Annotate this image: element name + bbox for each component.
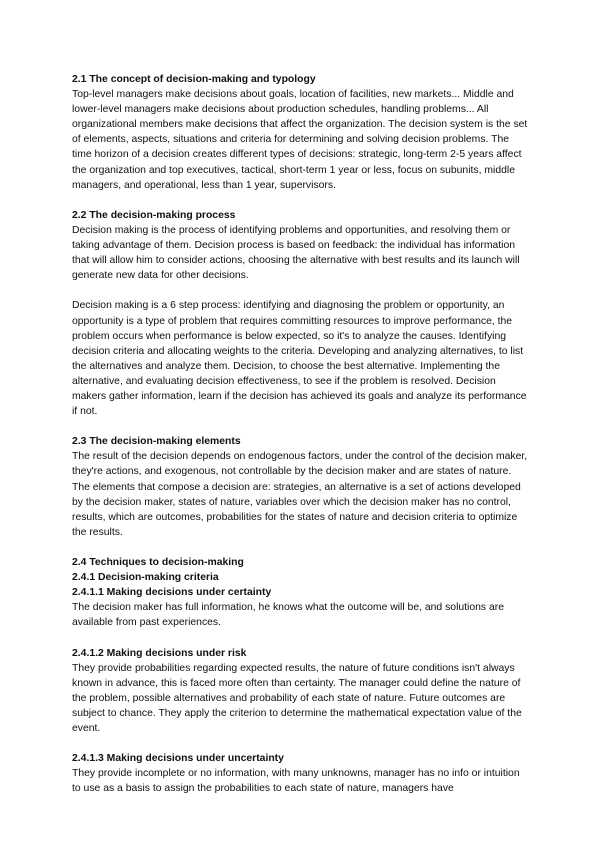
subsection-heading-2-4-1-1: 2.4.1.1 Making decisions under certainty xyxy=(72,587,272,599)
subsection-body-2-4-1-1: The decision maker has full information, he knows what the outcome will be, and solutions are available from past experiences. xyxy=(72,602,505,629)
subsection-body-2-4-1-2: They provide probabilities regarding expected results, the nature of future conditions isn't always known in advance, this is faced more often than certainty. The manager could define the nature of the problem, possible alternatives and probability of each state of nature. Future outcomes are subject to chance. They apply the criterion to determine the mathematical expectation value of the event. xyxy=(72,662,522,735)
section-heading-2-3: 2.3 The decision-making elements xyxy=(72,436,241,448)
section-body-2-3: The result of the decision depends on endogenous factors, under the control of the decision maker, they're actions, and exogenous, not controllable by the decision maker and are states of nature. The elements that compose a decision are: strategies, an alternative is a set of actions developed by the decision maker, states of nature, variables over which the decision maker has no control, results, which are outcomes, probabilities for the states of nature and decision criteria to optimize the results. xyxy=(72,451,528,538)
section-body-2-2-para-1: Decision making is the process of identifying problems and opportunities, and resolving them or taking advantage of them. Decision process is based on feedback: the individual has information that will allow him to consider actions, choosing the alternative with best results and its launch will generate new data for other decisions. xyxy=(72,224,520,282)
section-heading-2-4: 2.4 Techniques to decision-making xyxy=(72,557,244,568)
section-heading-2-1: 2.1 The concept of decision-making and typology xyxy=(72,74,316,85)
subsection-body-2-4-1-3: They provide incomplete or no information, with many unknowns, manager has no info or intuition to use as a basis to assign the probabilities to each state of nature, managers have xyxy=(72,768,520,795)
subsection-heading-2-4-1-2: 2.4.1.2 Making decisions under risk xyxy=(72,647,247,659)
subsection-heading-2-4-1: 2.4.1 Decision-making criteria xyxy=(72,572,219,584)
section-heading-2-2: 2.2 The decision-making process xyxy=(72,209,236,221)
subsection-heading-2-4-1-3: 2.4.1.3 Making decisions under uncertainty xyxy=(72,753,284,765)
section-body-2-1: Top-level managers make decisions about goals, location of facilities, new markets... Middle and lower-level managers make decisions about production schedules, handling problems... All organizational members make decisions that affect the organization. The decision system is the set of elements, aspects, situations and criteria for determining and solving decision problems. The time horizon of a decision creates different types of decisions: strategic, long-term 2-5 years affect the organization and top executives, tactical, short-term 1 year or less, focus on subunits, middle managers, and operational, less than 1 year, supervisors. xyxy=(72,89,528,191)
section-body-2-2-para-2: Decision making is a 6 step process: identifying and diagnosing the problem or opportunity, an opportunity is a type of problem that requires committing resources to improve performance, the problem occurs when performance is below expected, so it's to analyze the causes. Identifying decision criteria and allocating weights to the criteria. Developing and analyzing alternatives, to list the alternatives and analyze them. Decision, to choose the best alternative. Implementing the alternative, and evaluating decision effectiveness, to see if the problem is resolved. Decision makers gather information, learn if the decision has achieved its goals and analyze its performance if not. xyxy=(72,300,527,418)
document-page xyxy=(72,72,528,797)
